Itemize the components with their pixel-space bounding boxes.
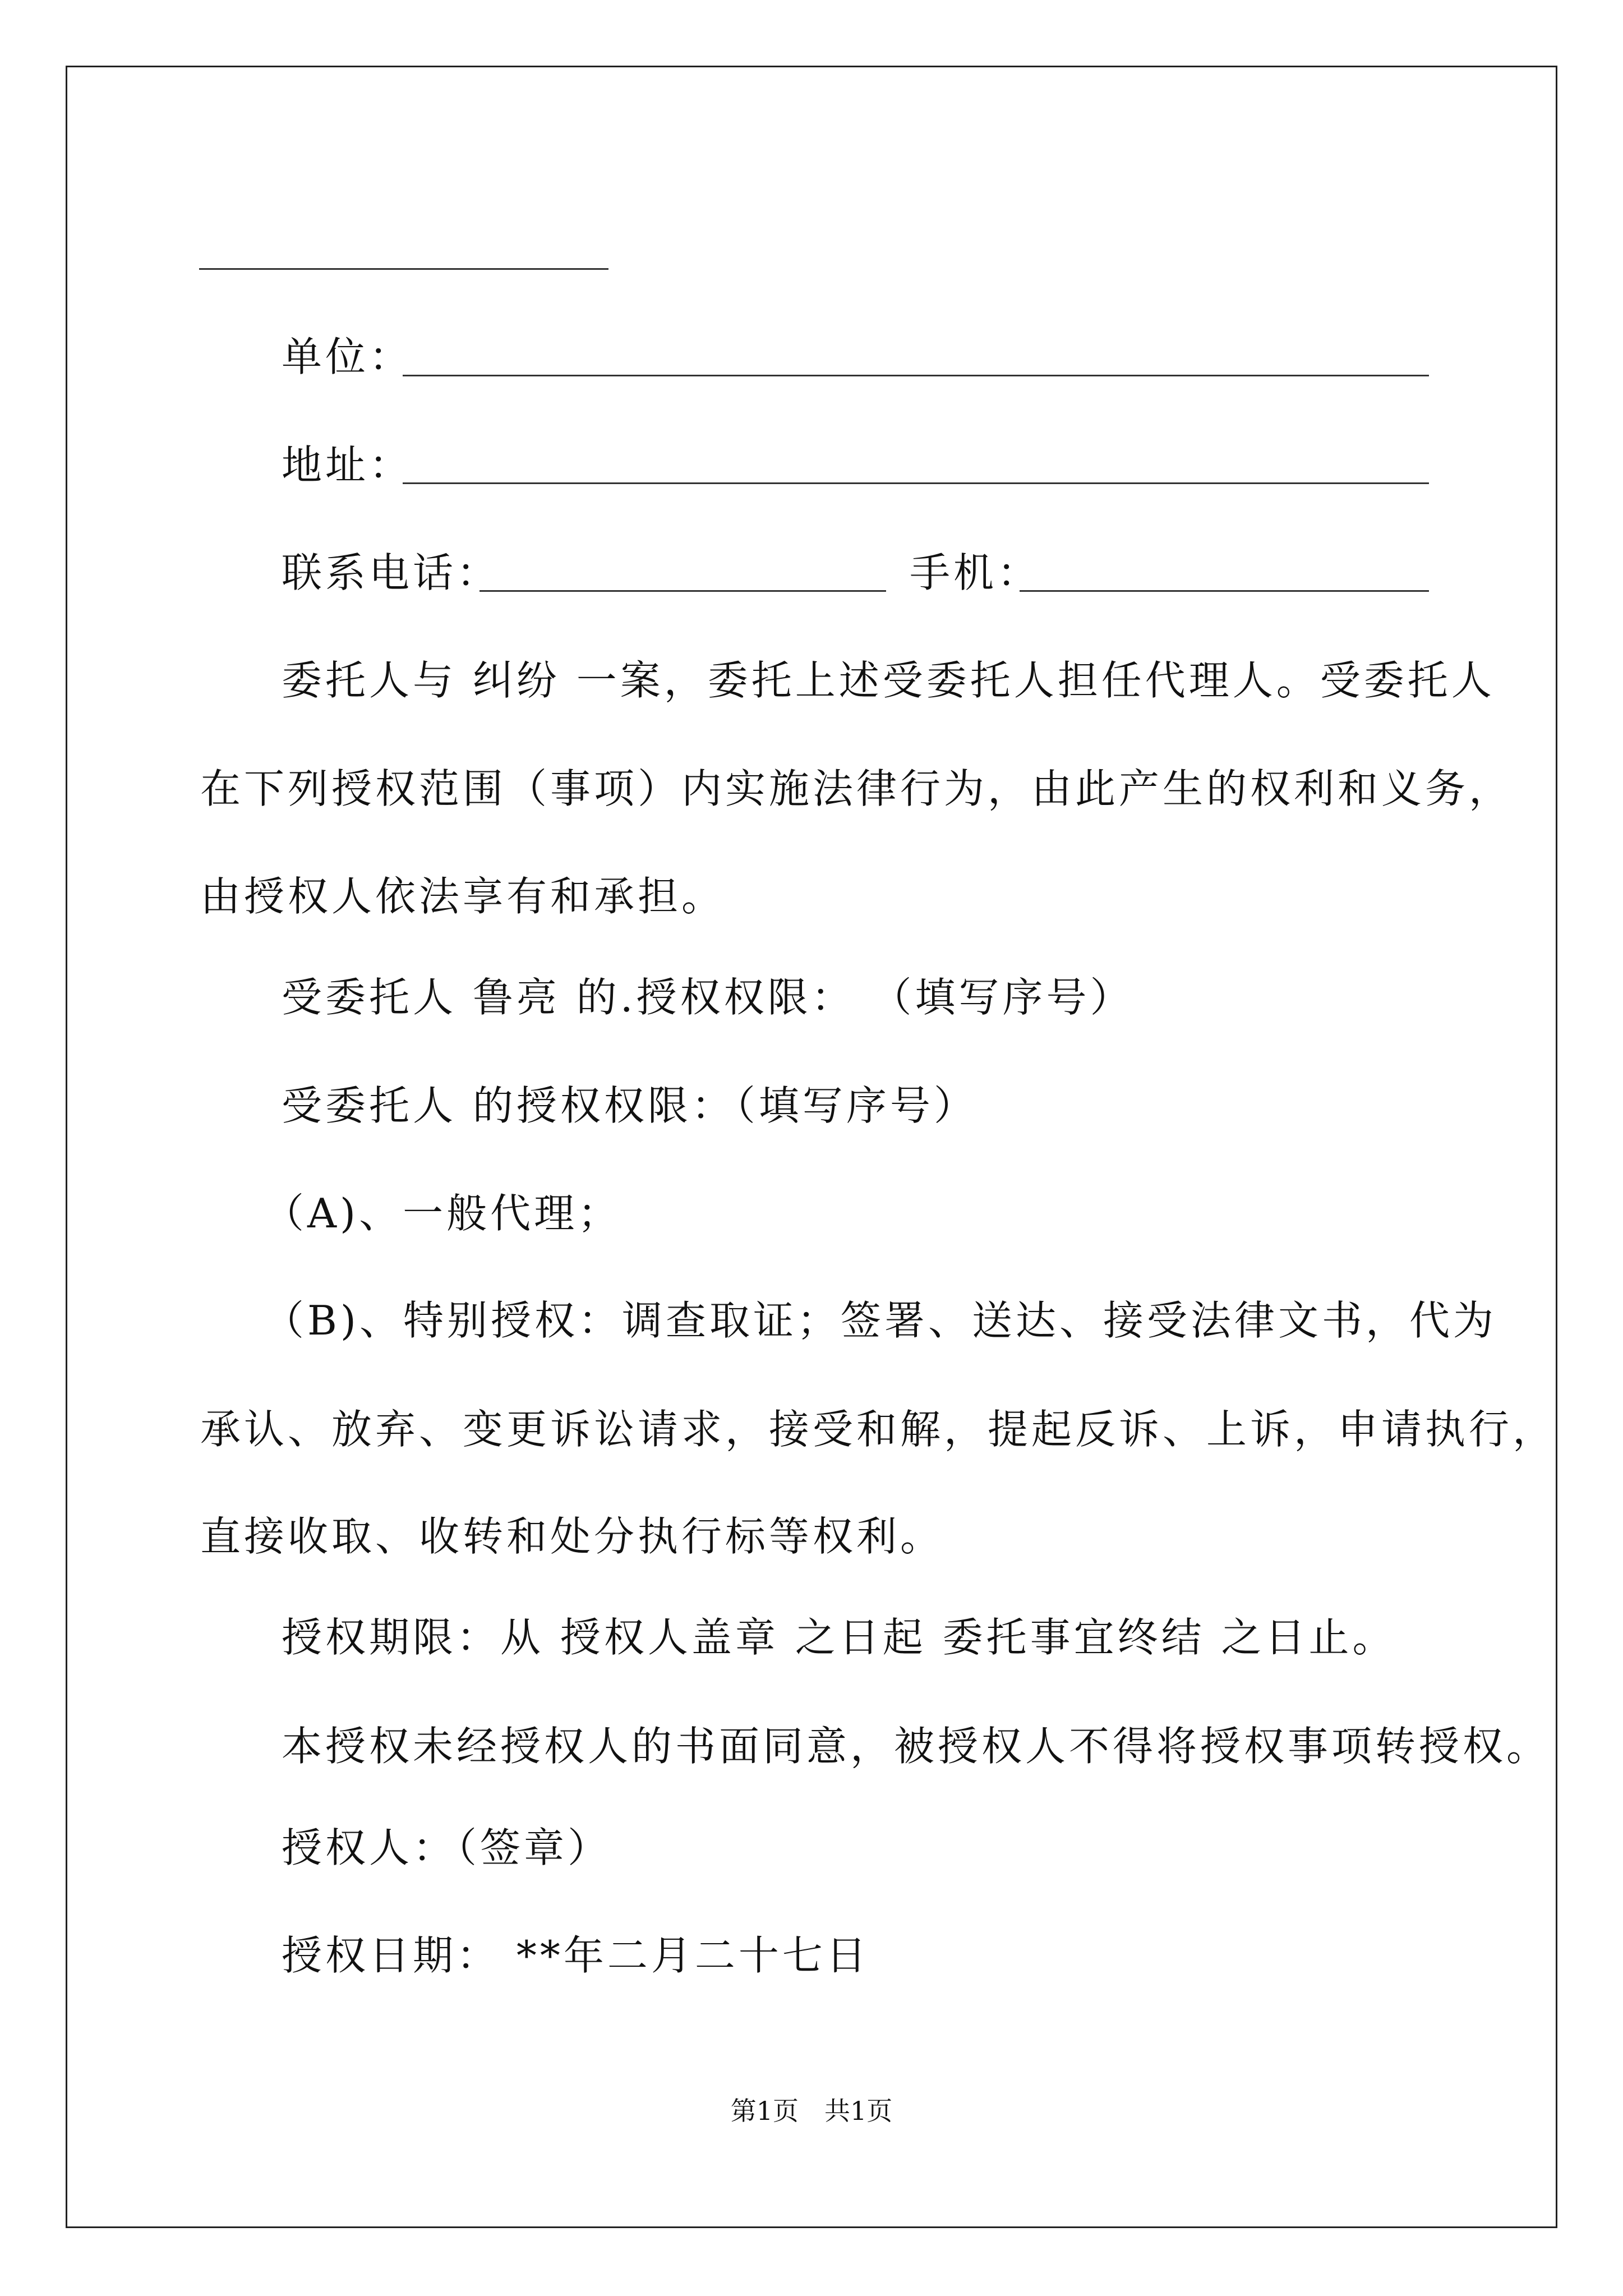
mobile-label: 手机： bbox=[910, 549, 1041, 596]
option-b-line: 承认、放弃、变更诉讼请求，接受和解，提起反诉、上诉，申请执行， bbox=[200, 1406, 1557, 1453]
option-b-line: （B)、特别授权：调查取证；签署、送达、接受法律文书，代为 bbox=[264, 1297, 1497, 1344]
body-paragraph-line: 由授权人依法享有和承担。 bbox=[200, 873, 726, 920]
mobile-field[interactable] bbox=[1020, 590, 1429, 592]
unit-field[interactable] bbox=[403, 375, 1429, 376]
phone-field[interactable] bbox=[479, 590, 886, 592]
grant-date-line: 授权日期： **年二月二十七日 bbox=[282, 1932, 870, 1979]
option-a: （A)、一般代理； bbox=[264, 1190, 622, 1237]
term-line: 授权期限：从 授权人盖章 之日起 委托事宜终结 之日止。 bbox=[282, 1614, 1396, 1661]
option-b-line: 直接收取、收转和处分执行标等权利。 bbox=[200, 1513, 944, 1560]
page-footer: 第1页 共1页 bbox=[730, 2096, 893, 2126]
top-blank-line bbox=[199, 268, 608, 270]
phone-label: 联系电话： bbox=[282, 549, 501, 596]
authority-line-2: 受委托人 的授权权限：（填写序号） bbox=[282, 1082, 978, 1129]
body-paragraph-line: 委托人与 纠纷 一案，委托上述受委托人担任代理人。受委托人 bbox=[282, 657, 1495, 704]
unit-label: 单位： bbox=[282, 333, 413, 380]
address-label: 地址： bbox=[282, 441, 413, 489]
authority-line-1: 受委托人 鲁亮 的.授权权限： （填写序号） bbox=[282, 974, 1134, 1021]
address-field[interactable] bbox=[403, 482, 1429, 484]
page-border bbox=[66, 66, 1557, 2228]
no-subdelegation-line: 本授权未经授权人的书面同意，被授权人不得将授权事项转授权。 bbox=[282, 1723, 1551, 1770]
body-paragraph-line: 在下列授权范围（事项）内实施法律行为，由此产生的权利和义务， bbox=[200, 765, 1513, 812]
grantor-signature-line: 授权人：（签章） bbox=[282, 1824, 612, 1871]
